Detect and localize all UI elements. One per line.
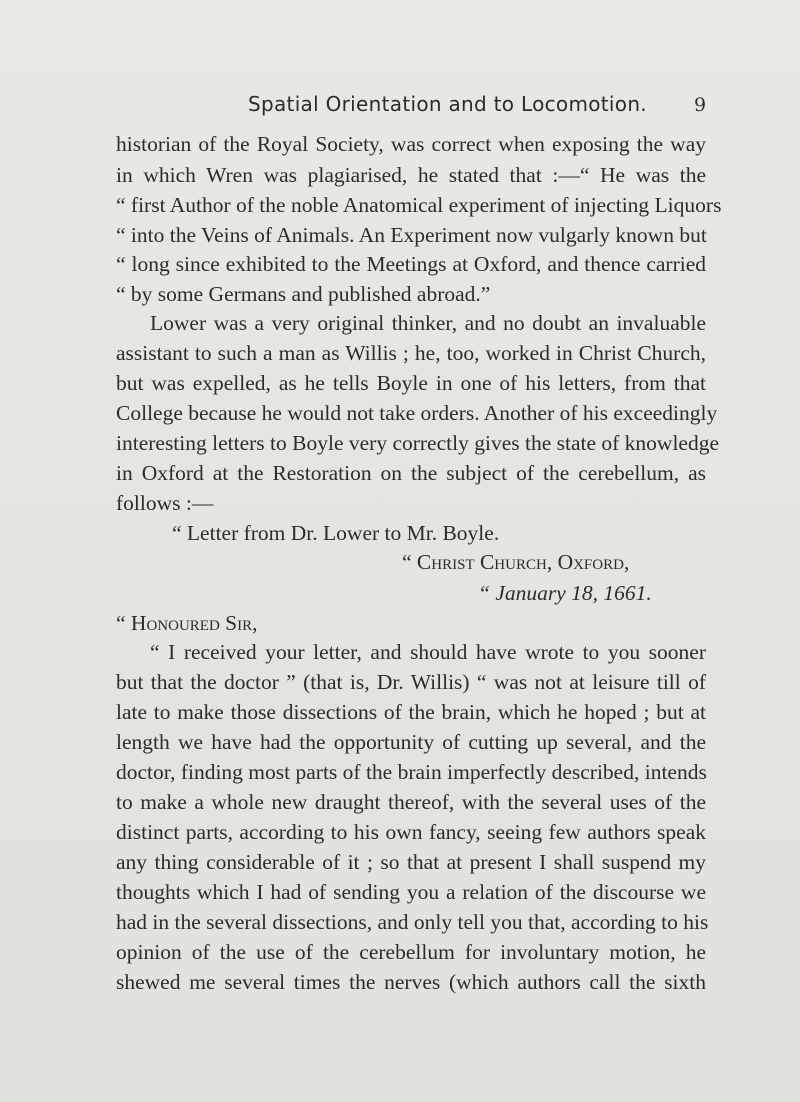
text-line: follows :— xyxy=(116,491,214,515)
text-line: distinct parts, according to his own fancy, seeing few authors speak xyxy=(116,820,706,844)
text-line: “ first Author of the noble Anatomical experiment of injecting Liquors xyxy=(116,193,722,217)
text-line: late to make those dissections of the brain, which he hoped ; but at xyxy=(116,700,706,724)
letter-salutation: “ Honoured Sir, xyxy=(116,611,258,635)
text-line: in which Wren was plagiarised, he stated that :—“ He was the xyxy=(116,163,706,187)
text-line: shewed me several times the nerves (which authors call the sixth xyxy=(116,970,706,994)
running-header xyxy=(0,92,800,120)
text-line: but that the doctor ” (that is, Dr. Willis) “ was not at leisure till of xyxy=(116,670,706,694)
text-line: College because he would not take orders. Another of his exceedingly xyxy=(116,401,718,425)
text-line: in Oxford at the Restoration on the subject of the cerebellum, as xyxy=(116,461,706,485)
running-title: Spatial Orientation and to Locomotion. xyxy=(248,92,647,116)
text-line: historian of the Royal Society, was correct when exposing the way xyxy=(116,132,706,156)
text-line: thoughts which I had of sending you a relation of the discourse we xyxy=(116,880,706,904)
letter-address: “ Christ Church, Oxford, xyxy=(402,550,630,574)
text-line: had in the several dissections, and only tell you that, according to his xyxy=(116,910,709,934)
letter-heading: “ Letter from Dr. Lower to Mr. Boyle. xyxy=(172,521,500,545)
text-line: “ by some Germans and published abroad.” xyxy=(116,282,491,306)
letter-date: “ January 18, 1661. xyxy=(478,581,652,605)
page-number: 9 xyxy=(694,94,707,116)
text-line: to make a whole new draught thereof, with the several uses of the xyxy=(116,790,706,814)
text-line: any thing considerable of it ; so that at present I shall suspend my xyxy=(116,850,706,874)
text-line: Lower was a very original thinker, and no doubt an invaluable xyxy=(150,311,706,335)
text-line: but was expelled, as he tells Boyle in one of his letters, from that xyxy=(116,371,706,395)
text-line: interesting letters to Boyle very correctly gives the state of knowledge xyxy=(116,431,720,455)
text-line: “ long since exhibited to the Meetings at Oxford, and thence carried xyxy=(116,252,706,276)
text-line: “ into the Veins of Animals. An Experiment now vulgarly known but xyxy=(116,223,707,247)
text-line: assistant to such a man as Willis ; he, too, worked in Christ Church, xyxy=(116,341,706,365)
text-line: opinion of the use of the cerebellum for involuntary motion, he xyxy=(116,940,706,964)
text-line: “ I received your letter, and should have wrote to you sooner xyxy=(150,640,706,664)
text-line: length we have had the opportunity of cutting up several, and the xyxy=(116,730,706,754)
text-line: doctor, finding most parts of the brain imperfectly described, intends xyxy=(116,760,707,784)
